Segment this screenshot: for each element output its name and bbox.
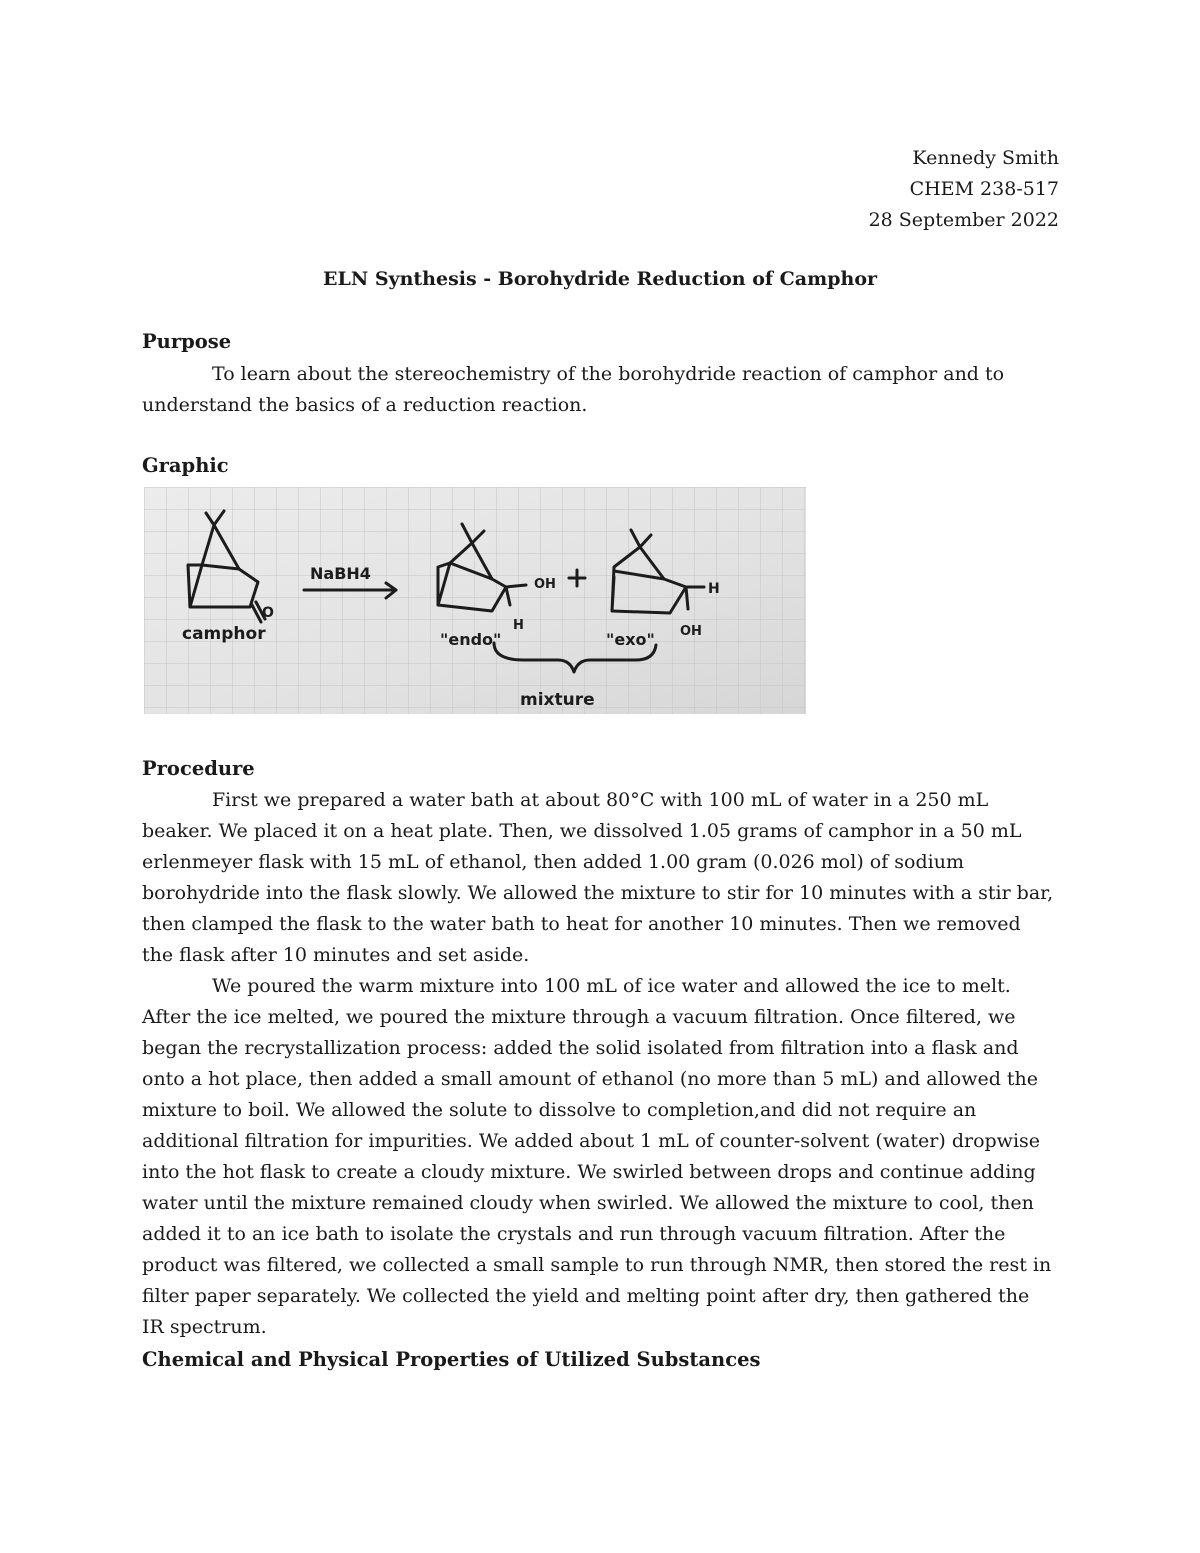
graphic-heading: Graphic — [142, 454, 229, 477]
reagent-label: NaBH4 — [310, 564, 371, 583]
procedure-paragraph-1: First we prepared a water bath at about 80°C with 100 mL of water in a 250 mL beaker. We placed it on a heat plate. Then, we dissolved 1.05 grams of camphor in a 50 mL erlenmeyer flask with 15 mL of ethanol, then added 1.00 gram (0.026 mol) of sodium borohydride into the flask slowly. We allowed the mixture to stir for 10 minutes with a stir bar, then clamped the flask to the water bath to heat for another 10 minutes. Then we removed the flask after 10 minutes and set aside. — [142, 789, 1054, 966]
author-name: Kennedy Smith — [912, 147, 1059, 169]
procedure-body — [142, 785, 1057, 1343]
procedure-heading: Procedure — [142, 757, 255, 780]
mixture-label: mixture — [520, 690, 595, 710]
carbonyl-o-label: O — [262, 605, 274, 621]
purpose-text: To learn about the stereochemistry of the borohydride reaction of camphor and to understand the basics of a reduction reaction. — [142, 363, 1005, 416]
endo-oh-label: OH — [534, 577, 556, 592]
author-block — [869, 143, 1059, 236]
purpose-heading: Purpose — [142, 330, 232, 353]
reaction-scheme-photo — [144, 487, 806, 714]
procedure-paragraph-2: We poured the warm mixture into 100 mL of ice water and allowed the ice to melt. After the ice melted, we poured the mixture through a vacuum filtration. Once filtered, we began the recrystallization process: added the solid isolated from filtration into a flask and onto a hot place, then added a small amount of ethanol (no more than 5 mL) and allowed the mixture to boil. We allowed the solute to dissolve to completion,and did not require an additional filtration for impurities. We added about 1 mL of counter-solvent (water) dropwise into the hot flask to create a cloudy mixture. We swirled between drops and continue adding water until the mixture remained cloudy when swirled. We allowed the mixture to cool, then added it to an ice bath to isolate the crystals and run through vacuum filtration. After the product was filtered, we collected a small sample to run through NMR, then stored the rest in filter paper separately. We collected the yield and melting point after dry, then gathered the IR spectrum. — [142, 975, 1052, 1338]
document-title: ELN Synthesis - Borohydride Reduction of Camphor — [323, 268, 877, 290]
course-code: CHEM 238-517 — [909, 178, 1059, 200]
exo-oh-label: OH — [680, 624, 702, 639]
purpose-paragraph — [142, 359, 1057, 421]
report-date: 28 September 2022 — [868, 209, 1059, 231]
camphor-label: camphor — [182, 624, 266, 644]
endo-h-label: H — [513, 618, 524, 633]
properties-heading: Chemical and Physical Properties of Utilized Substances — [142, 1348, 761, 1371]
exo-h-label: H — [708, 581, 720, 597]
endo-label: "endo" — [440, 630, 502, 649]
exo-label: "exo" — [606, 630, 655, 649]
